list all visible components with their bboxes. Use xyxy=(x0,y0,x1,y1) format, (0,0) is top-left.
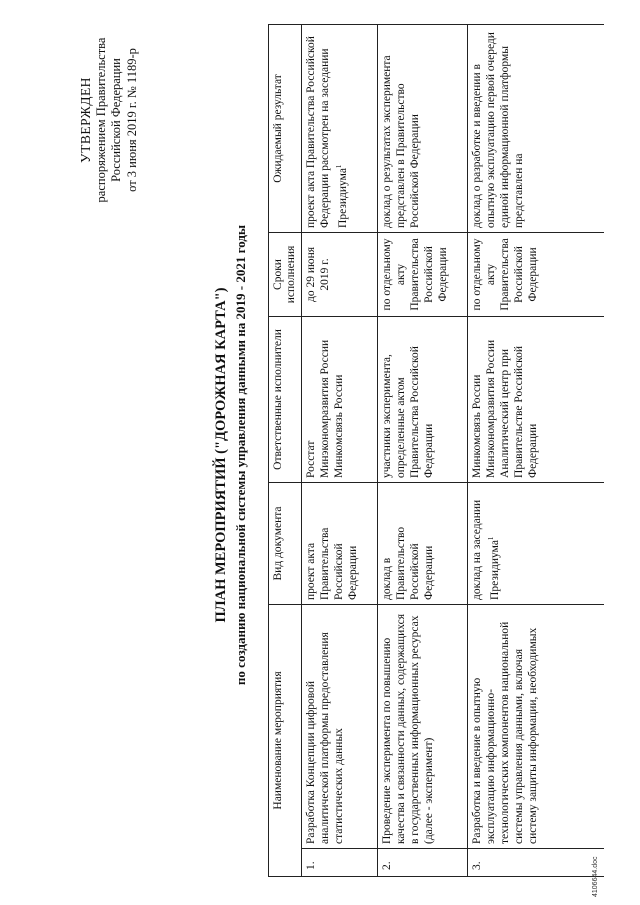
row-responsible xyxy=(302,316,378,482)
row-responsible: участники эксперимента, определенные актом Правительства Российской Федерации xyxy=(378,316,468,482)
row-doc-type: доклад в Правительство Российской Федерации xyxy=(378,482,468,604)
row-doc-type-text: доклад на заседании Президиума xyxy=(471,499,501,600)
row-responsible-text: Минкомсвязь России Минэкономразвития России Аналитический центр при Правительстве Российской Федерации xyxy=(471,339,539,478)
document-code: 4106644.doc xyxy=(592,856,599,897)
row-result-text: проект акта Правительства Российской Федерации рассмотрен на заседании Президиума xyxy=(305,36,349,228)
approval-heading: УТВЕРЖДЕН xyxy=(78,77,93,163)
row-result xyxy=(302,24,378,232)
table-row xyxy=(468,24,604,876)
row-number: 2. xyxy=(378,849,468,877)
table-row xyxy=(302,24,378,876)
row-number: 3. xyxy=(468,849,604,877)
plan-table xyxy=(268,24,604,877)
header-name: Наименование мероприятия xyxy=(269,604,302,876)
footnote-mark: 1 xyxy=(487,536,495,541)
row-doc-type: проект акта Правительства Российской Федерации xyxy=(302,482,378,604)
row-deadline: до 29 июня 2019 г. xyxy=(302,232,378,316)
row-result: доклад о разработке и введении в опытную эксплуатацию первой очереди единой информационной платформы представлен на xyxy=(468,24,604,232)
approval-line-2: Российской Федерации xyxy=(109,58,123,182)
approval-line-1: распоряжением Правительства xyxy=(93,37,108,203)
header-responsible: Ответственные исполнители xyxy=(269,316,302,482)
row-name: Разработка и введение в опытную эксплуатацию информационно-технологических компонентов национальной системы управления данными, включая систему защиты информации, необходимых xyxy=(468,604,604,848)
row-name: Проведение эксперимента по повышению качества и связанности данных, содержащихся в государственных информационных ресурсах (далее - эксперимент) xyxy=(378,604,468,848)
row-deadline: по отдельному акту Правительства Российской Федерации xyxy=(378,232,468,316)
title-subtitle: по созданию национальной системы управления данными на 2019 - 2021 годы xyxy=(233,224,248,686)
row-responsible-text: Росстат Минэкономразвития России Минкомсвязь России xyxy=(305,339,345,478)
row-number: 1. xyxy=(302,849,378,877)
approval-line-3: от 3 июня 2019 г. № 1189-р xyxy=(124,48,139,192)
row-doc-type xyxy=(468,482,604,604)
row-result: доклад о результатах эксперимента представлен в Правительство Российской Федерации xyxy=(378,24,468,232)
table-header-row xyxy=(269,24,302,876)
row-name: Разработка Концепции цифровой аналитической платформы предоставления статистических данных xyxy=(302,604,378,848)
header-doc-type: Вид документа xyxy=(269,482,302,604)
header-deadline: Сроки исполнения xyxy=(269,232,302,316)
approval-stamp xyxy=(78,35,140,205)
title-main: ПЛАН МЕРОПРИЯТИЙ ("ДОРОЖНАЯ КАРТА") xyxy=(213,287,229,623)
table-row xyxy=(378,24,468,876)
row-deadline: по отдельному акту Правительства Российской Федерации xyxy=(468,232,604,316)
row-responsible xyxy=(468,316,604,482)
footnote-mark: 1 xyxy=(335,164,343,169)
document-title xyxy=(212,45,250,865)
header-result: Ожидаемый результат xyxy=(269,24,302,232)
